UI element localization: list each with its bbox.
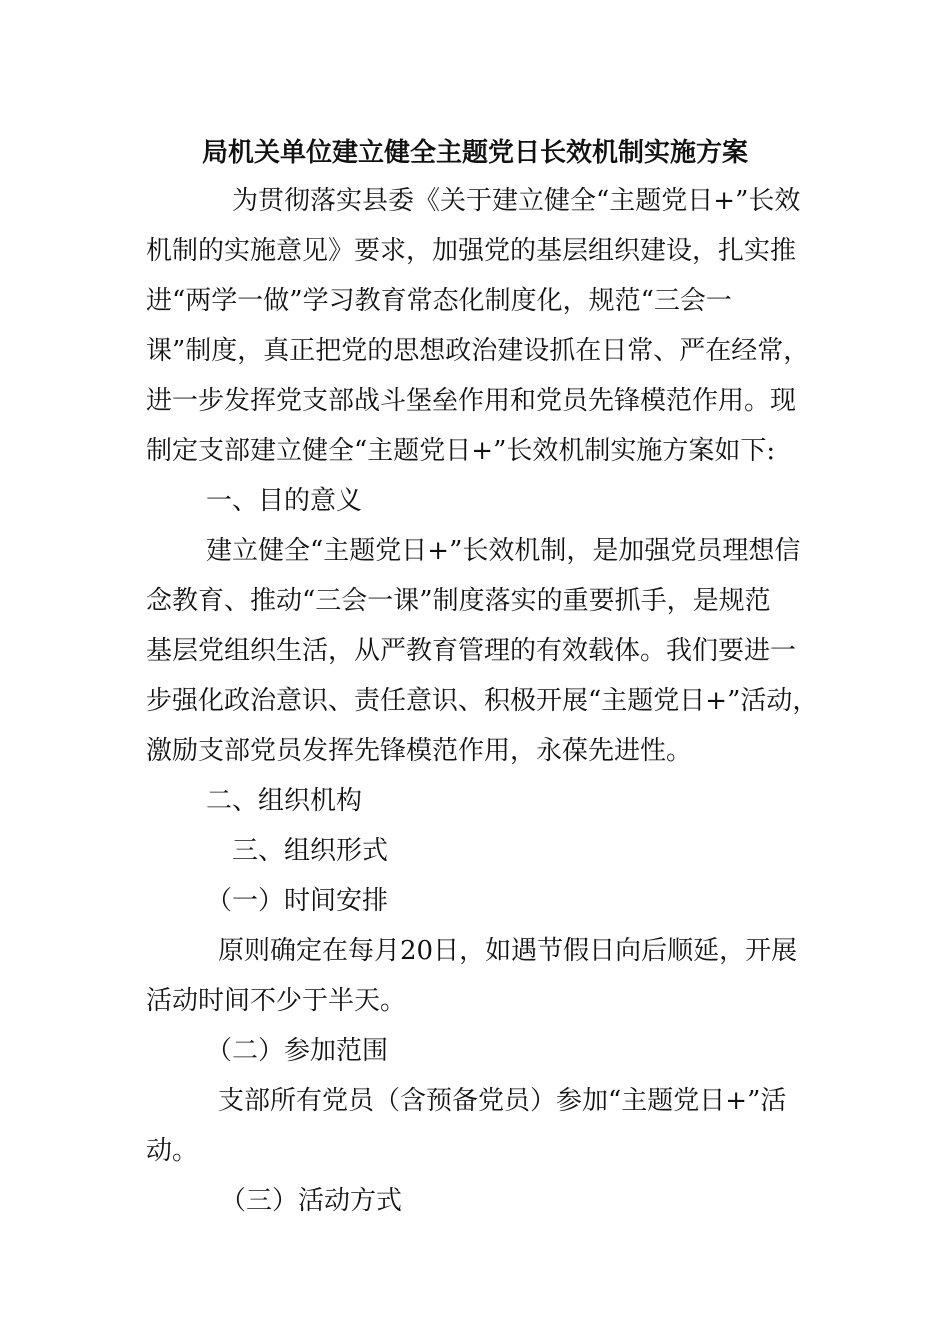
subsection-heading-time: （一）时间安排 xyxy=(206,886,389,916)
paragraph-line: 支部所有党员（含预备党员）参加“主题党日+”活 xyxy=(218,1086,787,1116)
paragraph-line: 进一步发挥党支部战斗堡垒作用和党员先锋模范作用。现 xyxy=(146,386,797,416)
section-heading-form: 三、组织形式 xyxy=(232,836,389,866)
paragraph-line: 动。 xyxy=(146,1136,199,1166)
paragraph-line: 为贯彻落实县委《关于建立健全“主题党日+”长效 xyxy=(232,186,801,216)
paragraph-line: 课”制度，真正把党的思想政治建设抓在日常、严在经常， xyxy=(146,336,810,366)
document-title: 局机关单位建立健全主题党日长效机制实施方案 xyxy=(201,138,748,168)
paragraph-line: 建立健全“主题党日+”长效机制，是加强党员理想信 xyxy=(206,536,801,566)
paragraph-line: 活动时间不少于半天。 xyxy=(146,986,407,1016)
subsection-heading-scope: （二）参加范围 xyxy=(206,1036,389,1066)
paragraph-line: 制定支部建立健全“主题党日+”长效机制实施方案如下: xyxy=(146,436,776,466)
section-heading-purpose: 一、目的意义 xyxy=(206,486,363,516)
paragraph-line: 原则确定在每月20日，如遇节假日向后顺延，开展 xyxy=(218,936,798,966)
paragraph-line: 进“两学一做”学习教育常态化制度化，规范“三会一 xyxy=(146,286,732,316)
paragraph-line: 基层党组织生活，从严教育管理的有效载体。我们要进一 xyxy=(146,636,797,666)
paragraph-line: 机制的实施意见》要求，加强党的基层组织建设，扎实推 xyxy=(146,236,797,266)
section-heading-organization: 二、组织机构 xyxy=(206,786,363,816)
subsection-heading-method: （三）活动方式 xyxy=(220,1186,403,1216)
paragraph-line: 念教育、推动“三会一课”制度落实的重要抓手，是规范 xyxy=(146,586,771,616)
paragraph-line: 步强化政治意识、责任意识、积极开展“主题党日+”活动， xyxy=(146,686,819,716)
paragraph-line: 激励支部党员发挥先锋模范作用，永葆先进性。 xyxy=(146,736,693,766)
